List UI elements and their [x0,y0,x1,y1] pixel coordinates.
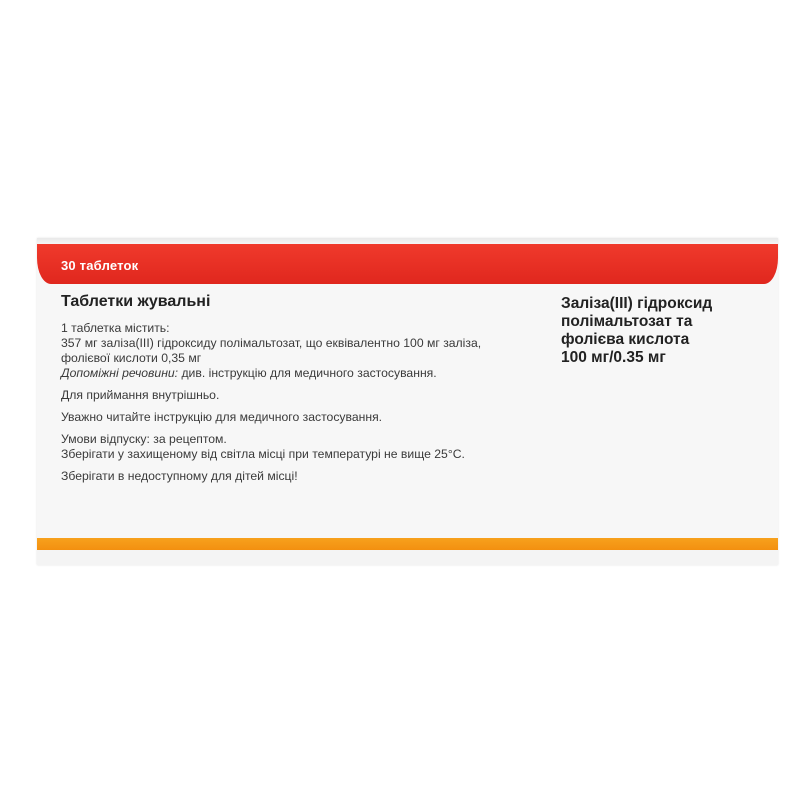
excipients-text: див. інструкцію для медичного застосування. [178,366,437,380]
tablet-count-label: 30 таблеток [61,258,139,273]
product-name-line: фолієва кислота [561,331,690,348]
read-instruction-text: Уважно читайте інструкцію для медичного застосування. [61,410,383,424]
composition-line: 1 таблетка містить: [61,321,170,335]
excipients-line [61,366,531,381]
product-name-line: полімальтозат та [561,313,693,330]
composition-line: 357 мг заліза(III) гідроксиду полімальтозат, що еквівалентно 100 мг заліза, [61,336,482,350]
storage-text: Зберігати у захищеному від світла місці при температурі не вище 25°С. [61,447,465,461]
excipients-label: Допоміжні речовини: [61,366,179,380]
dosage-form-title: Таблетки жувальні [61,293,211,310]
storage-block [61,432,531,484]
orange-footer-band [37,538,778,550]
medicine-box [37,238,778,565]
composition-block [61,321,531,381]
red-header-band [37,244,778,284]
composition-line: фолієвої кислоти 0,35 мг [61,351,202,365]
box-bottom-edge [37,550,778,565]
administration-text: Для приймання внутрішньо. [61,388,220,402]
children-warning-text: Зберігати в недоступному для дітей місці! [61,469,298,483]
package-info-text [61,293,531,484]
product-name-block [561,295,771,367]
product-strength-line: 100 мг/0.35 мг [561,349,666,366]
dispensing-text: Умови відпуску: за рецептом. [61,432,227,446]
product-name-line: Заліза(III) гідроксид [561,295,713,312]
